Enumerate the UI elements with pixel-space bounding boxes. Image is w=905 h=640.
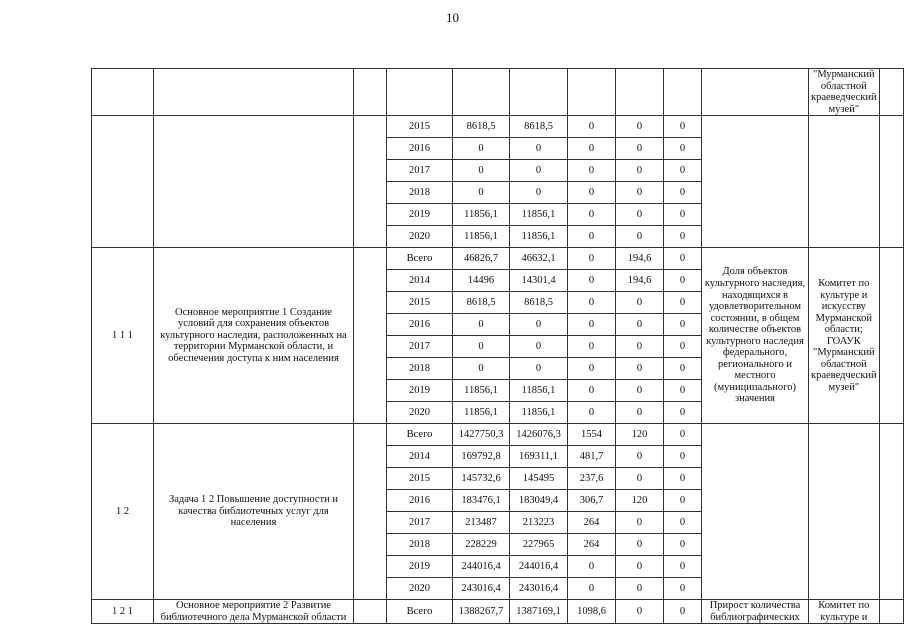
amount-cell-c3: 194,6 [616, 270, 664, 292]
amount-cell-total: 46826,7 [453, 248, 510, 270]
year-cell: 2017 [387, 512, 453, 534]
year-cell: 2018 [387, 182, 453, 204]
index-cell: 1 1 1 [92, 248, 154, 424]
amount-cell-c3: 0 [616, 358, 664, 380]
year-cell: Всего [387, 248, 453, 270]
index-cell: 1 2 1 [92, 600, 154, 624]
amount-cell-c4: 0 [664, 490, 702, 512]
amount-cell-c1: 0 [510, 314, 568, 336]
amount-cell-c4: 0 [664, 600, 702, 624]
amount-cell-c3: 0 [616, 182, 664, 204]
amount-cell-total: 11856,1 [453, 380, 510, 402]
amount-cell-c1: 169311,1 [510, 446, 568, 468]
amount-cell-c2: 0 [568, 248, 616, 270]
indicator-cell [702, 116, 809, 248]
table-row [92, 248, 904, 270]
page-number: 10 [446, 10, 459, 25]
amount-cell-c1: 213223 [510, 512, 568, 534]
amount-cell-total: 1388267,7 [453, 600, 510, 624]
amount-cell-c1: 46632,1 [510, 248, 568, 270]
amount-cell-c1: 0 [510, 138, 568, 160]
amount-cell-c1: 11856,1 [510, 380, 568, 402]
year-cell: 2017 [387, 160, 453, 182]
amount-cell-c4: 0 [664, 358, 702, 380]
amount-cell-total: 213487 [453, 512, 510, 534]
amount-cell-c3: 0 [616, 336, 664, 358]
amount-cell-total: 145732,6 [453, 468, 510, 490]
amount-cell-c1: 11856,1 [510, 226, 568, 248]
amount-cell-c4: 0 [664, 138, 702, 160]
table-row [92, 600, 904, 624]
amount-cell-c4: 0 [664, 182, 702, 204]
amount-cell-c2: 237,6 [568, 468, 616, 490]
index-cell: 1 2 [92, 424, 154, 600]
amount-cell-c3: 0 [616, 468, 664, 490]
amount-cell-c2: 0 [568, 182, 616, 204]
year-cell: 2020 [387, 578, 453, 600]
amount-cell-c1: 8618,5 [510, 292, 568, 314]
executor-cell [809, 116, 880, 248]
amount-cell-total: 8618,5 [453, 116, 510, 138]
amount-cell-c2: 0 [568, 270, 616, 292]
executor-cell: Комитет по культуре и [809, 600, 880, 624]
amount-cell-c4: 0 [664, 160, 702, 182]
amount-cell-c4: 0 [664, 292, 702, 314]
program-table [91, 68, 904, 624]
year-cell: 2016 [387, 490, 453, 512]
amount-cell-total: 0 [453, 314, 510, 336]
amount-cell-c3: 0 [616, 534, 664, 556]
year-cell: 2020 [387, 402, 453, 424]
amount-cell-total: 183476,1 [453, 490, 510, 512]
amount-cell-c2: 0 [568, 578, 616, 600]
amount-cell-c4: 0 [664, 446, 702, 468]
amount-cell-c1: 14301,4 [510, 270, 568, 292]
amount-cell-total: 0 [453, 336, 510, 358]
amount-cell-c4: 0 [664, 116, 702, 138]
amount-cell-c3: 0 [616, 314, 664, 336]
amount-cell-c2: 0 [568, 358, 616, 380]
amount-cell-c3: 0 [616, 446, 664, 468]
amount-cell-c4: 0 [664, 424, 702, 446]
table-row [92, 424, 904, 446]
amount-cell-total: 11856,1 [453, 402, 510, 424]
amount-cell-c2: 0 [568, 380, 616, 402]
name-cell: Задача 1 2 Повышение доступности и качества библиотечных услуг для населения [154, 424, 354, 600]
extra-cell [879, 116, 903, 248]
index-cell [92, 116, 154, 248]
amount-cell-c1: 244016,4 [510, 556, 568, 578]
amount-cell-c2: 0 [568, 336, 616, 358]
continued-header-row [92, 69, 904, 116]
amount-cell-c1: 183049,4 [510, 490, 568, 512]
amount-cell-total: 244016,4 [453, 556, 510, 578]
amount-cell-c4: 0 [664, 468, 702, 490]
year-cell: 2017 [387, 336, 453, 358]
extra-cell [879, 248, 903, 424]
year-cell: 2014 [387, 446, 453, 468]
amount-cell-c1: 0 [510, 358, 568, 380]
amount-cell-c3: 0 [616, 380, 664, 402]
amount-cell-c4: 0 [664, 556, 702, 578]
amount-cell-c2: 481,7 [568, 446, 616, 468]
amount-cell-c4: 0 [664, 402, 702, 424]
amount-cell-c1: 11856,1 [510, 204, 568, 226]
year-cell: 2015 [387, 468, 453, 490]
amount-cell-total: 14496 [453, 270, 510, 292]
amount-cell-c3: 0 [616, 138, 664, 160]
amount-cell-c3: 0 [616, 292, 664, 314]
amount-cell-c4: 0 [664, 226, 702, 248]
amount-cell-c2: 0 [568, 160, 616, 182]
amount-cell-c1: 145495 [510, 468, 568, 490]
amount-cell-total: 0 [453, 358, 510, 380]
amount-cell-c1: 1387169,1 [510, 600, 568, 624]
year-cell: 2020 [387, 226, 453, 248]
amount-cell-c1: 11856,1 [510, 402, 568, 424]
amount-cell-c2: 0 [568, 314, 616, 336]
amount-cell-c3: 0 [616, 512, 664, 534]
year-cell: 2016 [387, 314, 453, 336]
amount-cell-c3: 0 [616, 204, 664, 226]
amount-cell-c4: 0 [664, 314, 702, 336]
amount-cell-c4: 0 [664, 512, 702, 534]
amount-cell-c2: 1554 [568, 424, 616, 446]
empty-cell [879, 600, 903, 624]
amount-cell-total: 228229 [453, 534, 510, 556]
amount-cell-c1: 0 [510, 336, 568, 358]
executor-cell: "Мурманский областной краеведческий музей" [809, 69, 880, 116]
indicator-cell [702, 424, 809, 600]
amount-cell-total: 0 [453, 138, 510, 160]
amount-cell-c2: 0 [568, 292, 616, 314]
amount-cell-total: 0 [453, 160, 510, 182]
year-cell: 2018 [387, 534, 453, 556]
amount-cell-c2: 264 [568, 512, 616, 534]
year-cell: 2015 [387, 292, 453, 314]
amount-cell-c3: 0 [616, 600, 664, 624]
amount-cell-total: 0 [453, 182, 510, 204]
indicator-cell: Прирост количества библиографических [702, 600, 809, 624]
amount-cell-total: 169792,8 [453, 446, 510, 468]
amount-cell-c4: 0 [664, 204, 702, 226]
year-cell: 2019 [387, 204, 453, 226]
amount-cell-c4: 0 [664, 380, 702, 402]
empty-cell [354, 600, 387, 624]
amount-cell-c3: 0 [616, 402, 664, 424]
amount-cell-c2: 0 [568, 116, 616, 138]
indicator-cell: Доля объектов культурного наследия, находящихся в удовлетворительном состоянии, в общем количестве объектов культурного наследия федерального, регионального и местного (муниципального) значения [702, 248, 809, 424]
name-cell [154, 116, 354, 248]
amount-cell-c4: 0 [664, 336, 702, 358]
year-cell: Всего [387, 424, 453, 446]
amount-cell-c3: 120 [616, 490, 664, 512]
amount-cell-c2: 0 [568, 204, 616, 226]
year-cell: 2016 [387, 138, 453, 160]
year-cell: 2014 [387, 270, 453, 292]
executor-cell [809, 424, 880, 600]
year-cell: 2019 [387, 556, 453, 578]
amount-cell-c1: 0 [510, 182, 568, 204]
amount-cell-c2: 0 [568, 402, 616, 424]
amount-cell-c4: 0 [664, 270, 702, 292]
amount-cell-c2: 306,7 [568, 490, 616, 512]
year-cell: Всего [387, 600, 453, 624]
amount-cell-c1: 1426076,3 [510, 424, 568, 446]
name-cell: Основное мероприятие 2 Развитие библиотечного дела Мурманской области [154, 600, 354, 624]
amount-cell-c3: 0 [616, 160, 664, 182]
amount-cell-c3: 194,6 [616, 248, 664, 270]
executor-cell: Комитет по культуре и искусству Мурманской области; ГОАУК "Мурманский областной краеведческий музей" [809, 248, 880, 424]
amount-cell-c3: 0 [616, 116, 664, 138]
amount-cell-c2: 0 [568, 556, 616, 578]
amount-cell-total: 11856,1 [453, 226, 510, 248]
table-row [92, 116, 904, 138]
amount-cell-c4: 0 [664, 578, 702, 600]
amount-cell-c3: 0 [616, 556, 664, 578]
amount-cell-c3: 0 [616, 226, 664, 248]
name-cell: Основное мероприятие 1 Создание условий для сохранения объектов культурного наследия, расположенных на территории Мурманской области, и обеспечения доступа к ним населения [154, 248, 354, 424]
source-cell [354, 116, 387, 248]
amount-cell-c1: 243016,4 [510, 578, 568, 600]
amount-cell-c2: 1098,6 [568, 600, 616, 624]
amount-cell-c2: 0 [568, 138, 616, 160]
amount-cell-c4: 0 [664, 248, 702, 270]
amount-cell-c1: 8618,5 [510, 116, 568, 138]
amount-cell-total: 11856,1 [453, 204, 510, 226]
source-cell [354, 248, 387, 424]
amount-cell-c2: 0 [568, 226, 616, 248]
source-cell [354, 424, 387, 600]
amount-cell-c3: 0 [616, 578, 664, 600]
amount-cell-c1: 0 [510, 160, 568, 182]
amount-cell-c4: 0 [664, 534, 702, 556]
amount-cell-total: 8618,5 [453, 292, 510, 314]
amount-cell-c1: 227965 [510, 534, 568, 556]
amount-cell-c2: 264 [568, 534, 616, 556]
year-cell: 2019 [387, 380, 453, 402]
extra-cell [879, 424, 903, 600]
year-cell: 2015 [387, 116, 453, 138]
amount-cell-total: 243016,4 [453, 578, 510, 600]
amount-cell-total: 1427750,3 [453, 424, 510, 446]
year-cell: 2018 [387, 358, 453, 380]
amount-cell-c3: 120 [616, 424, 664, 446]
